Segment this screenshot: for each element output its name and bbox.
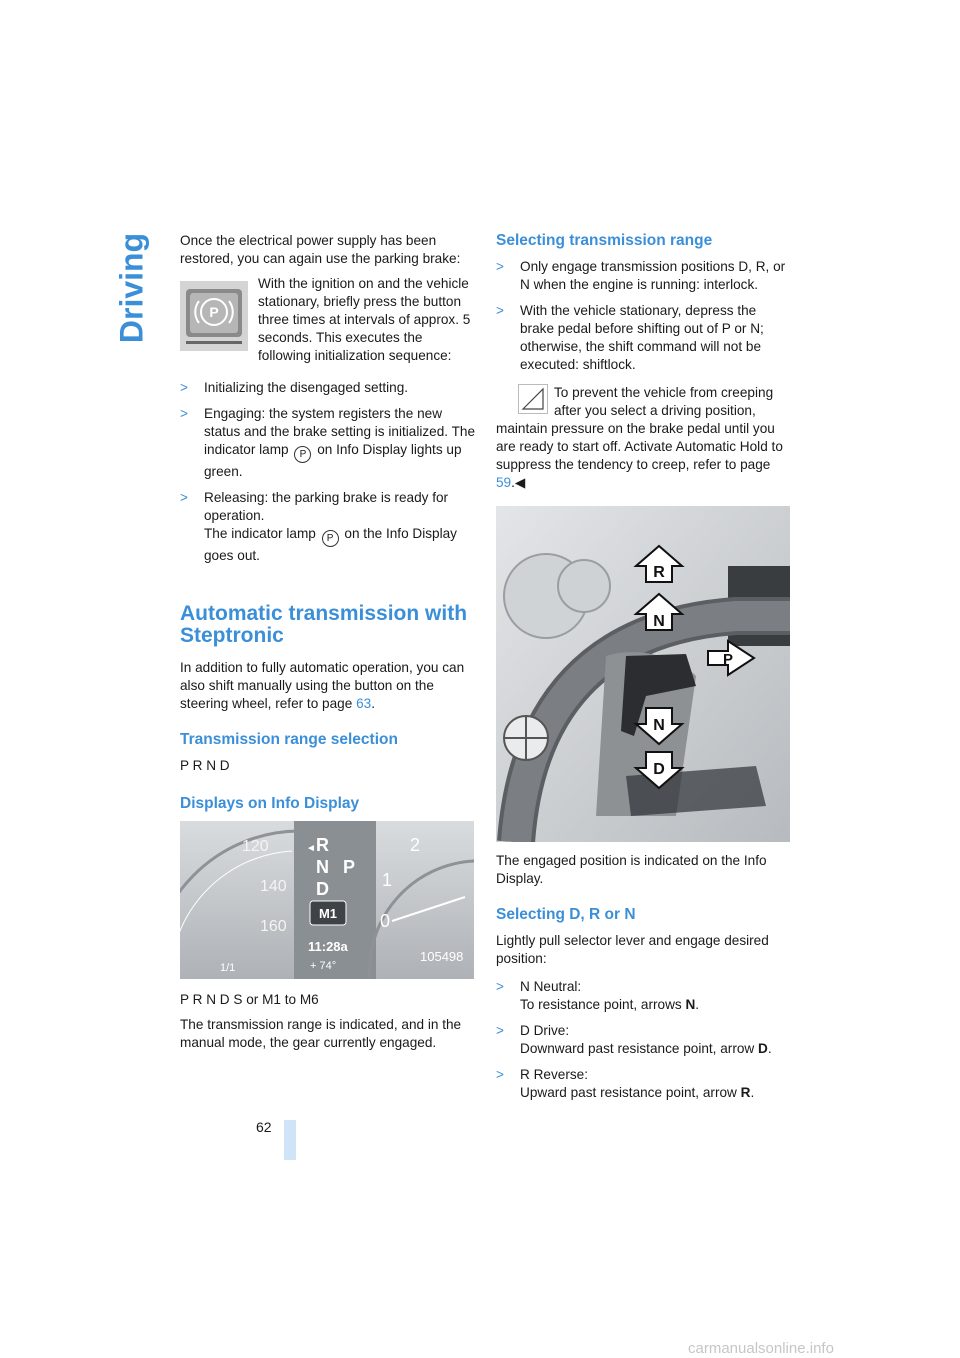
subheading-displays: Displays on Info Display xyxy=(180,795,360,812)
svg-text:R: R xyxy=(653,564,665,581)
page-link-63[interactable]: 63 xyxy=(356,696,372,711)
chapter-title-text: Driving xyxy=(113,232,150,344)
left-column xyxy=(180,232,476,1059)
position-item: > D Drive: Downward past resistance point, arrow D. xyxy=(496,1023,772,1056)
svg-text:1: 1 xyxy=(382,870,393,890)
svg-text:160: 160 xyxy=(260,918,287,935)
svg-text:P: P xyxy=(722,651,734,668)
right-column xyxy=(496,232,792,1110)
intro-text: Once the electrical power supply has been restored, you can again use the parking brake: xyxy=(180,233,461,266)
svg-text:0: 0 xyxy=(380,911,391,931)
subheading-selecting-range: Selecting transmission range xyxy=(496,232,713,249)
selection-text: Lightly pull selector lever and engage desired position: xyxy=(496,933,769,966)
warning-triangle-icon xyxy=(518,384,548,414)
svg-text:D: D xyxy=(653,761,665,778)
info-display-image xyxy=(180,821,474,979)
engaged-text: The engaged position is indicated on the Info Display. xyxy=(496,853,767,886)
range-text: P R N D xyxy=(180,758,230,773)
svg-text:2: 2 xyxy=(410,835,421,855)
svg-text:P: P xyxy=(343,857,356,877)
position-item: > R Reverse: Upward past resistance point, arrow R. xyxy=(496,1067,755,1100)
svg-text:140: 140 xyxy=(260,878,287,895)
svg-text:11:28a: 11:28a xyxy=(308,939,348,954)
svg-text:1/1: 1/1 xyxy=(220,962,236,974)
section-intro: In addition to fully automatic operation, you can also shift manually using the button on the steering wheel, refer to page 63. xyxy=(180,660,465,711)
svg-text:D: D xyxy=(316,879,329,899)
subheading-transmission-range: Transmission range selection xyxy=(180,731,398,748)
page-number: 62 xyxy=(256,1119,272,1135)
page-bar xyxy=(284,1120,296,1160)
display-caption: P R N D S or M1 to M6 xyxy=(180,992,319,1007)
svg-text:N: N xyxy=(653,613,665,630)
bullet-item: > Initializing the disengaged setting. xyxy=(180,380,409,395)
svg-text:R: R xyxy=(316,835,329,855)
parking-brake-button-icon xyxy=(180,281,248,351)
svg-text:+ 74°: + 74° xyxy=(310,960,337,972)
svg-text:P: P xyxy=(209,304,219,320)
display-text: The transmission range is indicated, and in the manual mode, the gear currently engaged. xyxy=(180,1017,462,1050)
svg-text:120: 120 xyxy=(242,838,269,855)
svg-text:N: N xyxy=(316,857,329,877)
section-heading: Automatic transmission with Steptronic xyxy=(180,602,468,647)
svg-text:105498: 105498 xyxy=(420,949,464,964)
chapter-title xyxy=(104,228,160,348)
steering-wheel-image xyxy=(496,506,790,842)
svg-text:N: N xyxy=(653,717,665,734)
parking-brake-text: With the ignition on and the vehicle stationary, briefly press the button three times at intervals of approx. 5 seconds. This executes the following initialization sequence: xyxy=(258,276,471,363)
bullet-item: > Engaging: the system registers the new status and the brake setting is initialized. The indicator lamp P on Info Display lights up green. xyxy=(180,406,476,479)
watermark: carmanualsonline.info xyxy=(688,1340,834,1357)
indicator-lamp-icon: P xyxy=(294,446,311,463)
svg-text:M1: M1 xyxy=(318,906,338,921)
bullet-item: > With the vehicle stationary, depress the brake pedal before shifting out of P or N; otherwise, the shift command will not be executed: shiftlock. xyxy=(496,303,764,372)
bullet-item: > Releasing: the parking brake is ready for operation. The indicator lamp P on the Info Display goes out. xyxy=(180,490,457,563)
parking-brake-block xyxy=(180,275,476,371)
position-item: > N Neutral: To resistance point, arrows N. xyxy=(496,979,700,1012)
indicator-lamp-icon: P xyxy=(322,530,339,547)
subheading-selecting-drn: Selecting D, R or N xyxy=(496,906,636,923)
bullet-item: > Only engage transmission positions D, R, or N when the engine is running: interlock. xyxy=(496,259,786,292)
note-block: To prevent the vehicle from creeping after you select a driving position, maintain pressure on the brake pedal until you are ready to start off. Activate Automatic Hold to suppress the tendency to creep, refer to page 59.◀ xyxy=(496,385,783,490)
svg-text:◄: ◄ xyxy=(306,843,316,854)
page-link-59[interactable]: 59 xyxy=(496,475,512,490)
